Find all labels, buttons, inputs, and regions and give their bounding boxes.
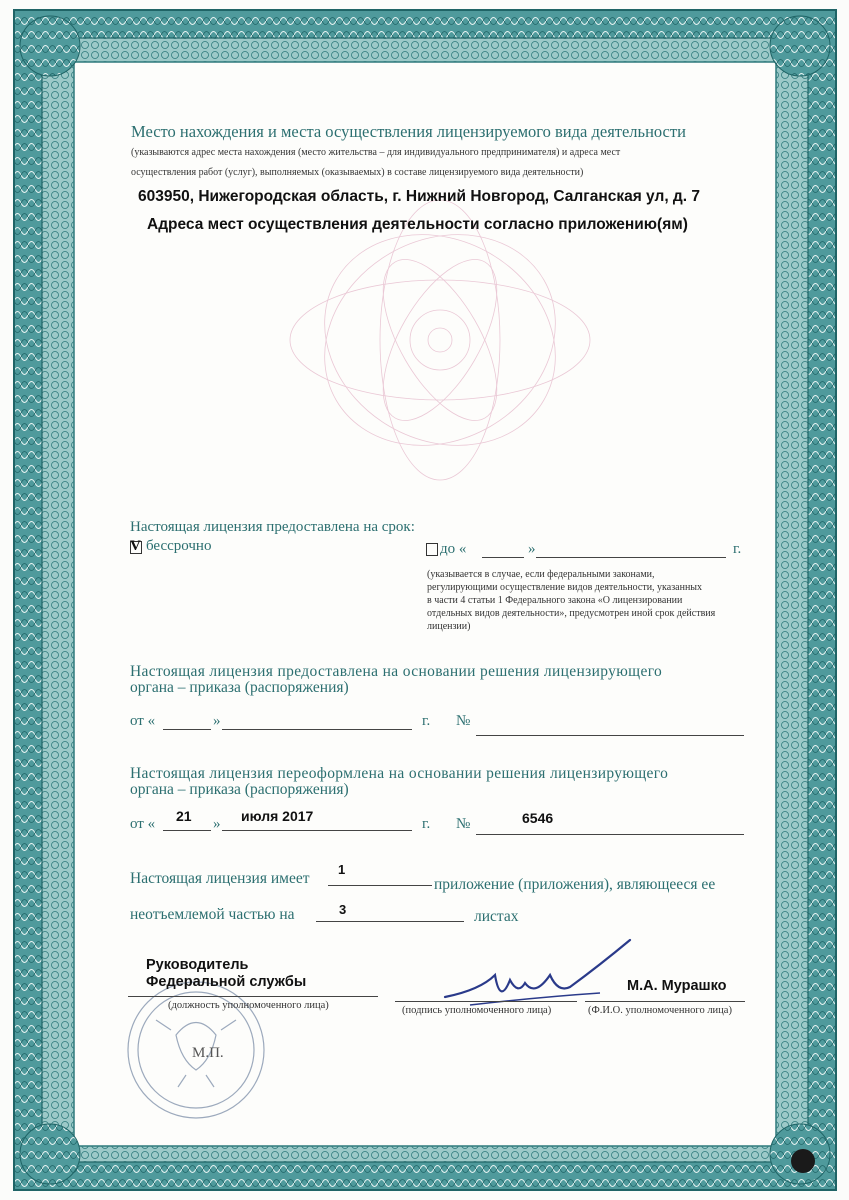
position-caption: (должность уполномоченного лица) <box>168 1000 329 1011</box>
name-caption: (Ф.И.О. уполномоченного лица) <box>588 1005 732 1016</box>
appendix-prefix: Настоящая лицензия имеет <box>130 870 310 887</box>
stamp-label: М.П. <box>192 1045 224 1061</box>
handwritten-signature <box>440 935 640 1015</box>
term-note-1: (указывается в случае, если федеральными законами, <box>427 569 655 580</box>
reissue-from: от « <box>130 816 156 832</box>
position-line2: Федеральной службы <box>146 974 307 990</box>
basis-quote-close: » <box>213 713 221 729</box>
appendix-count: 1 <box>338 862 346 877</box>
reissue-line1: Настоящая лицензия переоформлена на основании решения лицензирующего <box>130 765 669 782</box>
reissue-order-number: 6546 <box>522 810 554 826</box>
basis-line1: Настоящая лицензия предоставлена на основании решения лицензирующего <box>130 663 663 680</box>
header-note-line2: осуществления работ (услуг), выполняемых (оказываемых) в составе лицензируемого вида деятельности) <box>131 167 584 178</box>
signatory-name: М.А. Мурашко <box>627 978 727 994</box>
reissue-year: г. <box>422 816 431 832</box>
unlimited-label: бессрочно <box>146 538 212 554</box>
checkmark: V <box>130 538 141 554</box>
signature-caption: (подпись уполномоченного лица) <box>402 1005 552 1016</box>
basis-from: от « <box>130 713 156 729</box>
appendix-prefix2: неотъемлемой частью на <box>130 906 295 923</box>
term-label: Настоящая лицензия предоставлена на срок: <box>130 519 415 535</box>
until-checkbox <box>426 543 438 556</box>
reissue-number-label: № <box>456 816 471 832</box>
until-prefix: до « <box>440 541 467 557</box>
license-address: 603950, Нижегородская область, г. Нижний Новгород, Салганская ул, д. 7 <box>138 188 701 205</box>
header-title: Место нахождения и места осуществления лицензируемого вида деятельности <box>131 122 686 141</box>
appendix-suffix2: листах <box>474 908 519 925</box>
term-note-5: лицензии) <box>427 621 471 632</box>
basis-line2: органа – приказа (распоряжения) <box>130 679 349 696</box>
reissue-quote-close: » <box>213 816 221 832</box>
until-mid: » <box>528 541 536 557</box>
appendix-pages: 3 <box>339 902 347 917</box>
reissue-day: 21 <box>176 808 192 824</box>
basis-year: г. <box>422 713 431 729</box>
hole-punch-mark <box>791 1149 815 1173</box>
header-note-line1: (указываются адрес места нахождения (место жительства – для индивидуального предпринимателя) и адреса мест <box>131 147 621 158</box>
term-note-3: в части 4 статьи 1 Федерального закона «О лицензировании <box>427 595 683 606</box>
term-note-2: регулирующими осуществление видов деятельности, указанных <box>427 582 703 593</box>
basis-number-label: № <box>456 713 471 729</box>
position-line1: Руководитель <box>146 957 249 973</box>
addresses-note: Адреса мест осуществления деятельности согласно приложению(ям) <box>147 216 688 233</box>
reissue-line2: органа – приказа (распоряжения) <box>130 781 349 798</box>
term-note-4: отдельных видов деятельности», предусмотрен иной срок действия <box>427 608 716 619</box>
appendix-suffix: приложение (приложения), являющееся ее <box>434 876 716 893</box>
until-year: г. <box>733 541 742 557</box>
reissue-month-year: июля 2017 <box>241 808 314 824</box>
security-rosette-watermark <box>270 190 610 490</box>
